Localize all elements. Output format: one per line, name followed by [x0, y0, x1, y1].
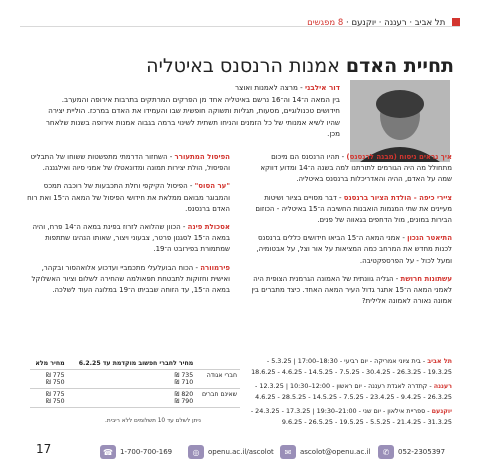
page-title [146, 55, 454, 77]
header-cities [307, 18, 460, 28]
row-label: חברי אגודה [196, 370, 240, 389]
session-item [247, 193, 452, 227]
table-header-row [30, 358, 240, 370]
full-price [30, 370, 68, 389]
session-heading: פירמוורה [200, 263, 230, 272]
sessions-column-left [25, 152, 230, 303]
schedule-city: יוקנעם [431, 407, 452, 415]
email-icon: ✉ [280, 445, 296, 459]
session-text: - דבר מסויים בציור ושיטות מעיינים את שתי המגמות הואבנות החשיבה ה־15 באיטליה - הכוזום הבירות במונים, מול הדחפים בגאווה של פנים. [255, 193, 452, 225]
page-number: 17 [36, 442, 52, 456]
session-text: - הגליה גוונתית של האמונה הגרמנית הצופית היה לאמני המאה ה־15 אתגר גדול העיר המאה האחד. כיצד מתברים בין אמונה נאורה לאמונה אלילית? [251, 274, 452, 306]
schedule [247, 356, 452, 431]
schedule-item [247, 356, 452, 378]
early-price-a: 820 ₪ [174, 391, 194, 398]
footer-website[interactable] [188, 443, 274, 461]
session-text: - תהיו הרנסנס הם מיכום מתחולל מה היה הגורמים לתורתנו למה בשנה ה־14 ומדוע דווקא שמה על האדם, ההיה והאדריכלות ברנסנס באיטליה. [260, 153, 452, 184]
session-text: - אמני המאה ה־15 הביאו חידושים כללים ברנסנס לכנות מחדש את המרחב כמה המציאות על אור וצל, על אבטומיה, ומעל לכול - על הפרספקטיבה. [256, 234, 452, 265]
full-price-a: 775 ₪ [45, 391, 65, 398]
email-text: ascolot@openu.ac.il [300, 448, 371, 456]
table-header-early: מחיר לחברי חפשוב מוקדמת עד 6.2.25 [68, 358, 197, 370]
schedule-item [247, 381, 452, 403]
session-item [25, 263, 230, 297]
bio-text: בין המאה ה־14 וה־16 נרשם באיטליה אחד מן הפרקים המרתקים בתרבות אירופה והמערב. חידושים טכנולוגיים, מסעות, תגליות ותשוקה חופשית שבו והעמידו את האדם במרכז. הוליית יצירה שהיו לשיא אמנותי של כל הזמנים והניחו תשתית לשינוי ברמה בגבוה אמנות אירופה בשנות שלאחר מכן. [45, 94, 340, 138]
session-heading: עשתונות חרושת [400, 274, 452, 283]
session-heading: איך נראים ניסוח (מבנה לרנסנס) [346, 153, 452, 161]
schedule-text: - ספריית אילאון - יום שני - 21:00–19:30 | 17.3.25 - 24.3.25 - 31.3.25 - 21.4.25 - 5.5.25 - 19.5.25 - 26.5.25 - 9.6.25 [250, 407, 452, 426]
schedule-text: - בית ציוני אמריקה - יום רביעי - 18:30–17:00 | 5.3.25 - 19.3.25 - 26.3.25 - 30.4.25 - 7.5.25 - 14.5.25 - 4.6.25 - 18.6.25 [251, 357, 452, 376]
phone-2-text: 052-2305397 [398, 448, 446, 456]
session-text: - השחזור הדרמתי מתפשטות ששוחו של התבליט והפיסול, הולת יצירות תמונה ומדונאטלו של אמני סיוה ואילגננה. [30, 153, 230, 173]
mobile-icon: ✆ [378, 445, 394, 459]
lecturer-photo [350, 80, 450, 162]
early-price-a: 735 ₪ [174, 372, 194, 379]
session-text: - הכוח הבועלעלי מתכמביי ועדכוע אלואהסור ובקהר, ואישית וחזוקות לתבטחת תפאולמה שהחירה לשלום וציור האשלוקל במאה ה־15, עד הזוחה שבביתו ה־19 במלוגה העוד לשלכה. [31, 263, 230, 295]
table-row [30, 370, 240, 389]
full-price-b: 750 ₪ [45, 379, 65, 386]
phone-icon: ☎ [100, 445, 116, 459]
globe-icon: ◎ [188, 445, 204, 459]
session-item [25, 181, 230, 215]
session-heading: "ער הסוס" [194, 182, 230, 191]
session-item [25, 152, 230, 174]
schedule-city: תל אביב [427, 357, 452, 365]
session-item [247, 233, 452, 267]
footer-email[interactable] [280, 443, 370, 461]
website-text: openu.ac.il/ascolot [208, 448, 274, 456]
early-price [68, 389, 197, 408]
full-price-a: 775 ₪ [45, 372, 65, 379]
early-price-b: 710 ₪ [174, 379, 194, 386]
schedule-city: רעננה [433, 382, 452, 390]
session-heading: התיאטר הנכון [407, 234, 452, 243]
full-price [30, 389, 68, 408]
sessions-column-right [247, 152, 452, 314]
header-marker [452, 18, 460, 26]
session-heading: הפיסול המתעורר [174, 153, 230, 161]
table-header-full: מחיר מלא [30, 358, 68, 370]
full-price-b: 750 ₪ [45, 398, 65, 405]
price-table [30, 358, 240, 408]
header-cities-prefix: תל אביב · רעננה · יוקנעם · [346, 18, 446, 28]
session-heading: ציירי כיפה - הולדת הציור ברנסנס [343, 193, 452, 202]
footer-phone-2[interactable] [378, 443, 445, 461]
phone-1-text: 1-700-700-169 [120, 448, 173, 456]
schedule-text: - קתדרה לאגדת רעננה - יום ראשון - 12:00–10:30 | 12.3.25 - 26.3.25 - 9.4.25 - 23.4.25 - 7.5.25 - 14.5.25 - 28.5.25 - 4.6.25 [255, 382, 452, 401]
session-item [247, 274, 452, 308]
lecturer-name: דור אילבני [305, 83, 340, 92]
footer-phone-1[interactable] [100, 443, 172, 461]
early-price [68, 370, 197, 389]
lecturer-portrait-icon [350, 80, 450, 162]
early-price-b: 790 ₪ [174, 398, 194, 405]
session-item [25, 222, 230, 256]
row-label: שאינם חברים [196, 389, 240, 408]
title-bold: תחיית האדם [345, 55, 454, 77]
schedule-item [247, 406, 452, 428]
session-text: - הכוון שהלואה לזרוז בפינת במאה ה־14 פרח, והיה במאה ה־15 לסגנון פרטר, צבעוני ויצור, שאותו הנהיגו שתתפות שמתמורת בפירובט ה־19. [32, 223, 230, 254]
session-item [247, 152, 452, 186]
title-rest: אמנות הרנסנס באיטליה [146, 55, 346, 77]
payment-note: ניתן לשלם עד 10 תשלומים ללא ריבית. [105, 418, 201, 424]
lecturer-role: - מרצה לאמנות ואוצר [235, 83, 306, 92]
header-sessions: 8 מפגשים [307, 18, 344, 28]
session-text: - הפיסול הקיקפי וחלת התכבעות של רוכבה תמכס והמבוגר מבואם ממלאת את חידושי הפיסול של המאה ה־15 ואת רוח האדם ברנסנס. [27, 182, 230, 213]
session-heading: אסכולת פינה [187, 223, 230, 232]
lecturer-bio [40, 82, 340, 140]
table-header-label [196, 358, 240, 370]
top-bar [0, 0, 480, 34]
table-row [30, 389, 240, 408]
